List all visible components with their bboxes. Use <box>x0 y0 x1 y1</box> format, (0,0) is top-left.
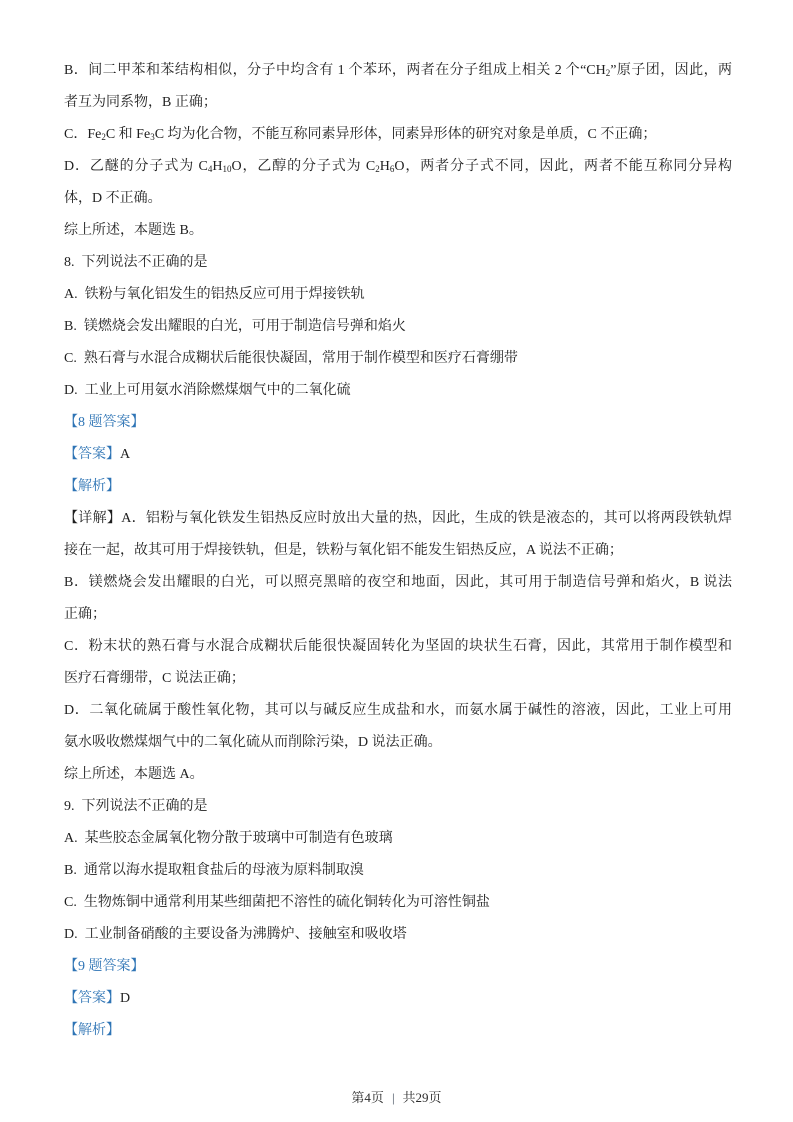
q9-stem: 9. 下列说法不正确的是 <box>64 799 208 814</box>
chemical-subscript: 10 <box>222 164 232 174</box>
q8-answer: 【答案】A <box>64 447 131 462</box>
q8-analysis-header <box>64 471 732 503</box>
q7-option-d-analysis-line1: D．乙醚的分子式为 $C_4H_{10}O$，乙醇的分子式为 $C_2H_6O$，两者分子式不同，因此，两者不能互称同分异构 <box>64 159 732 174</box>
q8-detail-a-line2: 接在一起，故其可用于焊接铁轨，但是，铁粉与氧化铝不能发生铝热反应，A 说法不正确； <box>64 543 623 558</box>
q8-option-c: C. 熟石膏与水混合成糊状后能很快凝固，常用于制作模型和医疗石膏绷带 <box>64 351 518 366</box>
q7-option-d-analysis-line2: 体，D 不正确。 <box>64 191 162 206</box>
q9-option-a: A. 某些胶态金属氧化物分散于玻璃中可制造有色玻璃 <box>64 831 393 846</box>
footer-total-pages: 共29页 <box>402 1090 442 1105</box>
answer-bracket-label: 【解析】 <box>64 1023 120 1038</box>
q9-option-b: B. 通常以海水提取粗食盐后的母液为原料制取溴 <box>64 863 364 878</box>
q9-analysis-header <box>64 1015 732 1047</box>
q8-conclusion: 综上所述，本题选 A。 <box>64 767 204 782</box>
q9-option-c: C. 生物炼铜中通常利用某些细菌把不溶性的硫化铜转化为可溶性铜盐 <box>64 895 490 910</box>
q7-option-b-analysis-line2: 者互为同系物，B 正确； <box>64 95 217 110</box>
q8-answer-header <box>64 407 732 439</box>
answer-bracket-label: 【解析】 <box>64 479 120 494</box>
chemical-subscript: 4 <box>207 164 213 174</box>
chemical-subscript: 3 <box>150 132 155 142</box>
document-content <box>64 55 732 1047</box>
q9-answer: 【答案】D <box>64 991 131 1006</box>
answer-bracket-label: 【答案】 <box>64 447 120 462</box>
q8-detail-c-line1: C．粉末状的熟石膏与水混合成糊状后能很快凝固转化为坚固的块状生石膏，因此，其常用于制作模型和 <box>64 639 732 654</box>
q8-detail-c-line2: 医疗石膏绷带，C 说法正确； <box>64 671 245 686</box>
q8-detail-d-line1: D．二氧化硫属于酸性氧化物，其可以与碱反应生成盐和水，而氨水属于碱性的溶液，因此，工业上可用 <box>64 703 732 718</box>
chemical-subscript: 6 <box>389 164 395 174</box>
q9-option-d: D. 工业制备硝酸的主要设备为沸腾炉、接触室和吸收塔 <box>64 927 407 942</box>
q9-answer-header <box>64 951 732 983</box>
page-footer <box>0 1087 793 1109</box>
answer-bracket-label: 【8 题答案】 <box>64 415 145 430</box>
q7-option-b-analysis-line1: B．间二甲苯和苯结构相似，分子中均含有 1 个苯环，两者在分子组成上相关 2 个“$CH_2$”原子团，因此，两 <box>64 63 732 78</box>
chemical-subscript: 2 <box>101 132 106 142</box>
chemical-subscript: 2 <box>605 68 611 78</box>
answer-bracket-label: 【答案】 <box>64 991 120 1006</box>
q8-detail-b-line1: B．镁燃烧会发出耀眼的白光，可以照亮黑暗的夜空和地面，因此，其可用于制造信号弹和焰火，B 说法 <box>64 575 732 590</box>
q7-option-c-analysis: C．$Fe_2C$ 和 $Fe_3C$ 均为化合物，不能互称同素异形体，同素异形体的研究对象是单质，C 不正确； <box>64 127 657 142</box>
answer-bracket-label: 【9 题答案】 <box>64 959 145 974</box>
q8-stem: 8. 下列说法不正确的是 <box>64 255 208 270</box>
q8-option-d: D. 工业上可用氨水消除燃煤烟气中的二氧化硫 <box>64 383 351 398</box>
q8-detail-d-line2: 氨水吸收燃煤烟气中的二氧化硫从而削除污染，D 说法正确。 <box>64 735 442 750</box>
q8-detail-a-line1: 【详解】A．铝粉与氧化铁发生铝热反应时放出大量的热，因此，生成的铁是液态的，其可以将两段铁轨焊 <box>64 511 732 526</box>
q8-option-a: A. 铁粉与氧化铝发生的铝热反应可用于焊接铁轨 <box>64 287 365 302</box>
q7-conclusion: 综上所述，本题选 B。 <box>64 223 203 238</box>
footer-separator: | <box>391 1090 395 1105</box>
q8-option-b: B. 镁燃烧会发出耀眼的白光，可用于制造信号弹和焰火 <box>64 319 406 334</box>
q8-detail-b-line2: 正确； <box>64 607 106 622</box>
chemical-subscript: 2 <box>375 164 380 174</box>
footer-page-number: 第4页 <box>351 1090 384 1105</box>
